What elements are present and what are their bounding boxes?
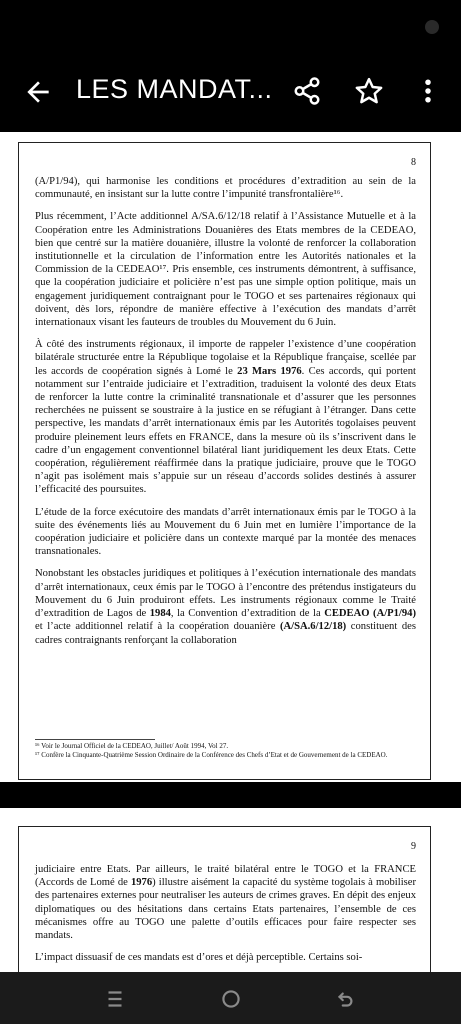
star-icon[interactable]	[354, 76, 384, 106]
footnote-16: ¹⁶ Voir le Journal Officiel de la CEDEAO, Juillet/ Août 1994, Vol 27.	[35, 742, 229, 750]
document-page	[18, 142, 431, 780]
paragraph: (A/P1/94), qui harmonise les conditions et procédures d’extradition au sein de la communauté, en insistant sur la lutte contre l’impunité transfrontalière¹⁶.	[35, 176, 416, 201]
page-number: 9	[411, 841, 416, 852]
paragraph: Plus récemment, l’Acte additionnel A/SA.6/12/18 relatif à l’Assistance Mutuelle et à la Coopération entre les Administrations Douanières des Etats membres de la CEDEAO, bien que centré sur la matière douanière, illustre la volonté de renforcer la collaboration institutionnelle et la circulation de l’information entre les Autorités nationales et la Commission de la CEDEAO¹⁷. Pris ensemble, ces instruments démontrent, à suffisance, que la coopération judiciaire et policière n’est pas une simple option politique, mais un engagement juridiquement contraignant pour le TOGO et ses partenaires régionaux qui doivent, dès lors, répondre de manière effective à l’exécution des mandats d’arrêt internationaux visant les fauteurs de troubles du Mouvement du 6 Juin.	[35, 211, 416, 329]
page-text	[35, 863, 416, 972]
paragraph: judiciaire entre Etats. Par ailleurs, le traité bilatéral entre le TOGO et la FRANCE (Accords de Lomé de 1976) illustre aisément la capacité du système togolais à mobiliser des partenaires externes pour neutraliser les auteurs de crimes graves. En dépit des enjeux diplomatiques ou des hésitations dans certains Etats partenaires, l’ensemble de ces mécanismes offre au TOGO une palette d’outils efficaces pour faire respecter ses mandats.	[35, 864, 416, 942]
footnote-divider	[35, 739, 155, 740]
paragraph: L’étude de la force exécutoire des mandats d’arrêt internationaux émis par le TOGO à la suite des événements liés au Mouvement du 6 Juin met en lumière l’importance de la coopération judiciaire et policière dans un contexte marqué par la montée des menaces transnationales.	[35, 506, 416, 558]
status-indicator-icon	[425, 20, 439, 34]
home-icon[interactable]	[218, 986, 244, 1012]
document-title: LES MANDAT...	[76, 74, 273, 104]
more-vert-icon[interactable]	[413, 76, 443, 106]
recent-apps-icon[interactable]	[102, 986, 128, 1012]
app-bar	[0, 60, 461, 132]
system-nav-bar	[0, 972, 461, 1024]
document-viewer[interactable]	[0, 132, 461, 972]
status-bar	[0, 0, 461, 60]
back-arrow-icon[interactable]	[22, 76, 54, 108]
page-number: 8	[411, 157, 416, 168]
paragraph: Nonobstant les obstacles juridiques et politiques à l’exécution internationale des mandats d’arrêt internationaux, ceux émis par le TOGO à l’encontre des prétendus instigateurs du Mouvement du 6 Juin produiront effets. Les instruments régionaux comme le Traité d’extradition de Lagos de 1984, la Convention d’extradition de la CEDEAO (A/P1/94) et l’acte additionnel relatif à la coopération douanière (A/SA.6/12/18) constituent des cadres contraignants renforçant la collaboration	[35, 568, 416, 646]
nav-back-icon[interactable]	[333, 986, 359, 1012]
share-icon[interactable]	[292, 76, 322, 106]
footnote-17: ¹⁷ Confère la Cinquante-Quatrième Session Ordinaire de la Conférence des Chefs d’Etat et de Gouvernement de la CEDEAO.	[35, 750, 388, 759]
footnotes	[35, 742, 416, 759]
paragraph: À côté des instruments régionaux, il importe de rappeler l’existence d’une coopération bilatérale structurée entre la République togolaise et la République française, scellée par les accords de coopération signés à Lomé le 23 Mars 1976. Ces accords, qui portent notamment sur l’entraide judiciaire et l’extradition, traduisent la volonté des deux Etats de renforcer la lutte contre la criminalité transnationale et d’assurer que les personnes recherchées ne puissent se soustraire à la justice en se réfugiant à l’étranger. Dans cette perspective, les mandats d’arrêt internationaux émis par les Autorités togolaises peuvent produire pleinement leurs effets en FRANCE, dans la mesure où ils s’inscrivent dans le cadre d’un engagement conventionnel bilatéral liant juridiquement les deux Etats. Cette coopération, régulièrement réaffirmée dans la pratique judiciaire, prouve que le TOGO n’agit pas isolément mais s’appuie sur un réseau d’accords solides destinés à assurer l’efficacité des poursuites.	[35, 339, 416, 496]
page-gap	[0, 782, 461, 808]
document-page	[18, 826, 431, 972]
paragraph: L’impact dissuasif de ces mandats est d’ores et déjà perceptible. Certains soi-	[35, 952, 363, 964]
page-text	[35, 175, 416, 656]
